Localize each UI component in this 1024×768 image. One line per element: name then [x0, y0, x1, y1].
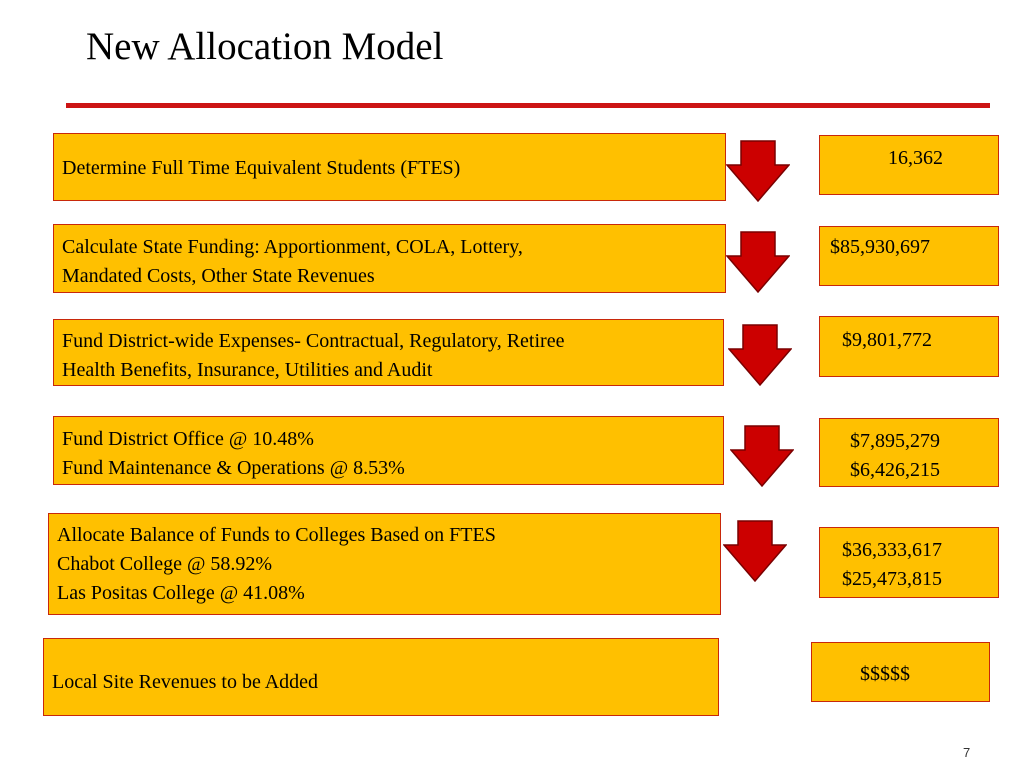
step-box-colleges: [48, 513, 721, 615]
page-title: New Allocation Model: [86, 25, 444, 68]
down-arrow-icon: [723, 520, 787, 582]
value-box-state-funding: [819, 226, 999, 286]
step-text: Allocate Balance of Funds to Colleges Based on FTES: [57, 524, 496, 546]
value-box-district-expenses: [819, 316, 999, 377]
value-text: $85,930,697: [830, 236, 930, 258]
step-text: Fund Maintenance & Operations @ 8.53%: [62, 457, 405, 479]
title-divider: [66, 103, 990, 108]
value-text: 16,362: [888, 147, 943, 169]
step-box-district-office: [53, 416, 724, 485]
value-box-ftes: [819, 135, 999, 195]
step-text: Health Benefits, Insurance, Utilities and Audit: [62, 359, 433, 381]
step-box-local-revenues: [43, 638, 719, 716]
step-box-ftes: [53, 133, 726, 201]
value-text: $$$$$: [860, 663, 910, 685]
step-text: Local Site Revenues to be Added: [52, 671, 319, 693]
page-number: 7: [963, 745, 971, 760]
down-arrow-icon: [726, 231, 790, 293]
step-text: Mandated Costs, Other State Revenues: [62, 265, 375, 287]
value-text: $7,895,279: [850, 430, 940, 452]
step-box-district-expenses: [53, 319, 724, 386]
value-box-local-revenues: [811, 642, 990, 702]
step-text: Determine Full Time Equivalent Students (FTES): [62, 157, 461, 179]
value-text: $6,426,215: [850, 459, 940, 481]
step-text: Fund District Office @ 10.48%: [62, 428, 314, 450]
step-box-state-funding: [53, 224, 726, 293]
value-text: $36,333,617: [842, 539, 942, 561]
step-text: Las Positas College @ 41.08%: [57, 582, 305, 604]
value-box-colleges: [819, 527, 999, 598]
step-text: Chabot College @ 58.92%: [57, 553, 273, 575]
down-arrow-icon: [726, 140, 790, 202]
value-text: $25,473,815: [842, 568, 942, 590]
step-text: Calculate State Funding: Apportionment, COLA, Lottery,: [62, 236, 523, 258]
value-box-district-office: [819, 418, 999, 487]
down-arrow-icon: [730, 425, 794, 487]
step-text: Fund District-wide Expenses- Contractual, Regulatory, Retiree: [62, 330, 565, 352]
down-arrow-icon: [728, 324, 792, 386]
value-text: $9,801,772: [842, 329, 932, 351]
